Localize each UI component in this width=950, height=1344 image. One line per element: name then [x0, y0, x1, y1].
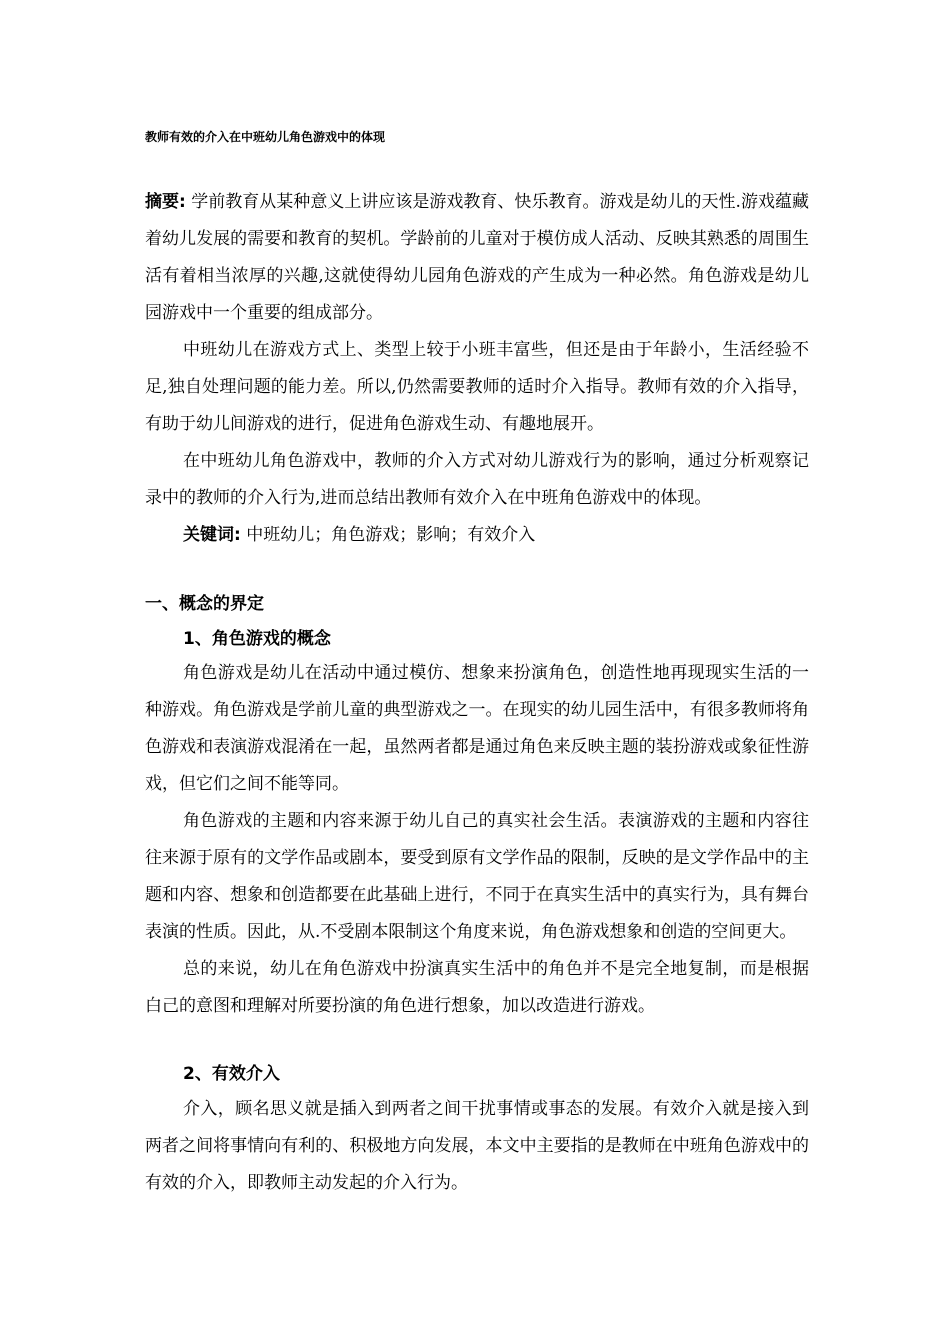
abstract-section — [145, 184, 809, 554]
keywords-label: 关键词: — [183, 525, 241, 545]
body-paragraph: 角色游戏的主题和内容来源于幼儿自己的真实社会生活。表演游戏的主题和内容往往来源于原有的文学作品或剧本，要受到原有文学作品的限制，反映的是文学作品中的主题和内容、想象和创造都要在此基础上进行，不同于在真实生活中的真实行为，具有舞台表演的性质。因此，从.不受剧本限制这个角度来说，角色游戏想象和创造的空间更大。 — [145, 811, 809, 942]
body-paragraph: 总的来说，幼儿在角色游戏中扮演真实生活中的角色并不是完全地复制，而是根据白己的意图和理解对所要扮演的角色进行想象，加以改造进行游戏。 — [145, 959, 809, 1016]
body-paragraph: 角色游戏是幼儿在活动中通过模仿、想象来扮演角色，创造性地再现现实生活的一种游戏。角色游戏是学前儿童的典型游戏之一。在现实的幼儿园生活中，有很多教师将角色游戏和表演游戏混淆在一起，虽然两者都是通过角色来反映主题的装扮游戏或象征性游戏，但它们之间不能等同。 — [145, 663, 809, 794]
abstract-label: 摘要: — [145, 192, 186, 212]
subsection-heading-1: 1、角色游戏的概念 — [183, 629, 331, 649]
document-title: 教师有效的介入在中班幼儿角色游戏中的体现 — [145, 130, 386, 144]
abstract-paragraph-2: 中班幼儿在游戏方式上、类型上较于小班丰富些，但还是由于年龄小，生活经验不足,独自处理问题的能力差。所以,仍然需要教师的适时介入指导。教师有效的介入指导，有助于幼儿间游戏的进行，促进角色游戏生动、有趣地展开。 — [145, 340, 809, 434]
keywords-line — [145, 517, 809, 554]
abstract-text: 学前教育从某种意义上讲应该是游戏教育、快乐教育。游戏是幼儿的天性.游戏蕴藏着幼儿发展的需要和教育的契机。学龄前的儿童对于模仿成人活动、反映其熟悉的周围生活有着相当浓厚的兴趣,这就使得幼儿园角色游戏的产生成为一种必然。角色游戏是幼儿园游戏中一个重要的组成部分。 — [145, 192, 809, 323]
body-paragraph: 介入，顾名思义就是插入到两者之间干扰事情或事态的发展。有效介入就是接入到两者之间将事情向有利的、积极地方向发展，本文中主要指的是教师在中班角色游戏中的有效的介入，即教师主动发起的介入行为。 — [145, 1099, 809, 1193]
subsection-heading-2: 2、有效介入 — [183, 1064, 280, 1084]
abstract-paragraph — [145, 184, 809, 332]
subsection-2-body — [145, 1091, 809, 1202]
subsection-1-body — [145, 655, 809, 1025]
section-heading-1: 一、概念的界定 — [145, 594, 264, 614]
abstract-paragraph-3: 在中班幼儿角色游戏中，教师的介入方式对幼儿游戏行为的影响，通过分析观察记录中的教师的介入行为,进而总结出教师有效介入在中班角色游戏中的体现。 — [145, 451, 809, 508]
keywords-text: 中班幼儿；角色游戏；影响；有效介入 — [246, 525, 536, 545]
